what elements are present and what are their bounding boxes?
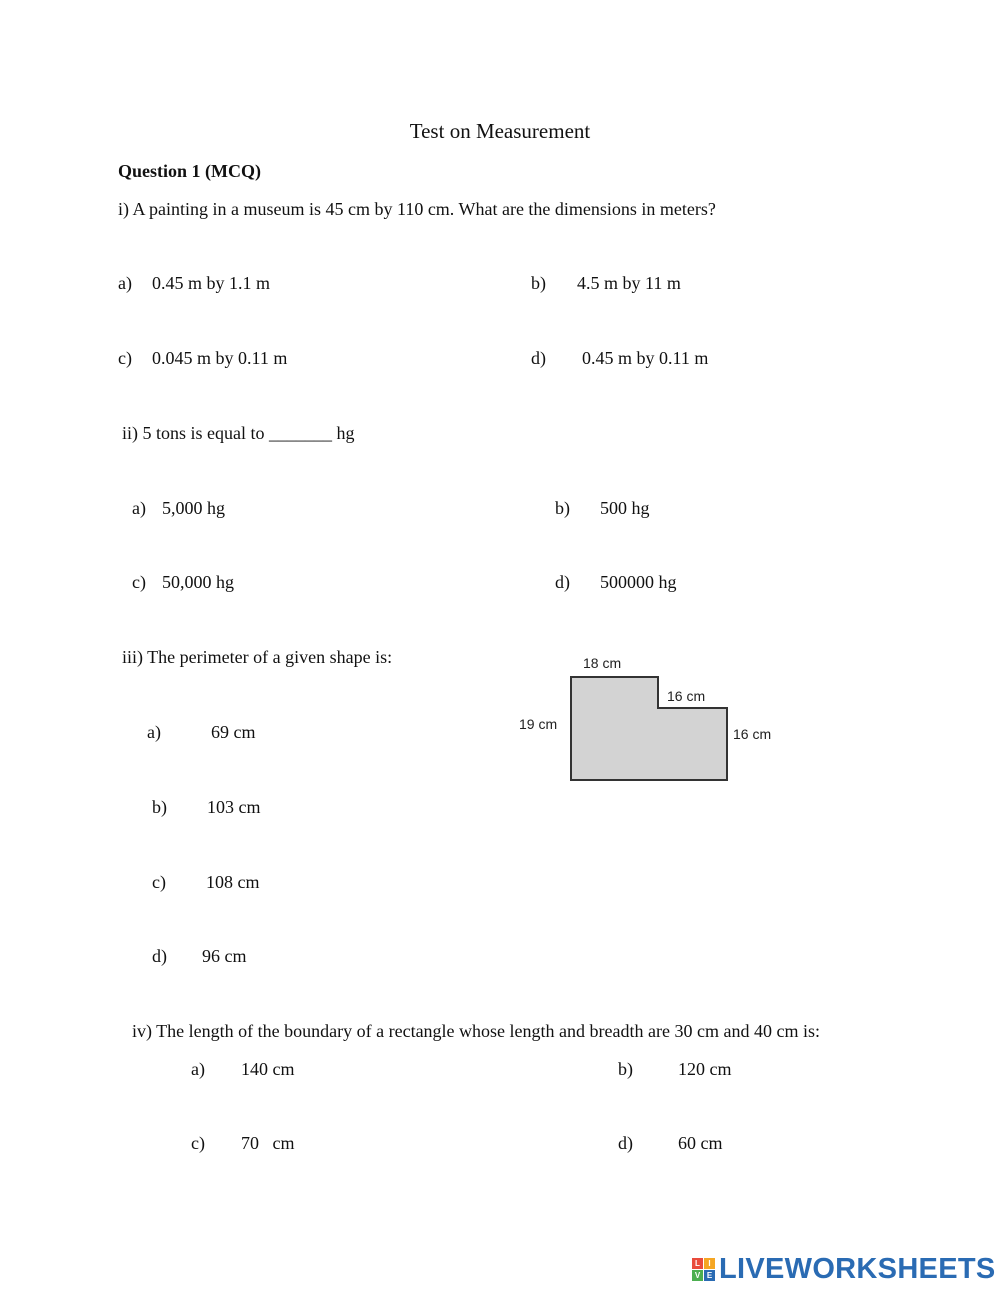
- option-letter: c): [191, 1133, 205, 1153]
- option-text: 5,000 hg: [162, 498, 225, 518]
- option-text: 140 cm: [241, 1059, 295, 1079]
- logo-block: I: [704, 1258, 715, 1269]
- option-text: 108 cm: [206, 872, 260, 892]
- option-letter: a): [132, 498, 146, 518]
- option-text: 500 hg: [600, 498, 650, 518]
- logo-blocks-icon: [692, 1258, 715, 1281]
- label-step-16cm: 16 cm: [667, 688, 706, 704]
- option-letter: a): [118, 273, 132, 293]
- option-letter: b): [618, 1059, 633, 1079]
- option-text: 69 cm: [211, 722, 256, 742]
- l-shape-figure: [510, 640, 800, 790]
- question-4-prompt: iv) The length of the boundary of a rectangle whose length and breadth are 30 cm and 40 cm is:: [132, 1021, 820, 1041]
- option-letter: d): [555, 572, 570, 592]
- question-1-prompt: i) A painting in a museum is 45 cm by 110 cm. What are the dimensions in meters?: [118, 199, 716, 219]
- section-heading: Question 1 (MCQ): [118, 161, 261, 181]
- option-text: 60 cm: [678, 1133, 723, 1153]
- option-text: 0.45 m by 1.1 m: [152, 273, 271, 293]
- option-text: 96 cm: [202, 946, 247, 966]
- logo-block: E: [704, 1270, 715, 1281]
- label-right-16cm: 16 cm: [733, 726, 772, 742]
- option-text: 0.045 m by 0.11 m: [152, 348, 288, 368]
- logo-text: LIVEWORKSHEETS: [719, 1252, 996, 1285]
- option-letter: b): [555, 498, 570, 518]
- option-text: 0.45 m by 0.11 m: [582, 348, 709, 368]
- question-3-prompt: iii) The perimeter of a given shape is:: [122, 647, 393, 667]
- option-text: 4.5 m by 11 m: [577, 273, 681, 293]
- option-text: 103 cm: [207, 797, 261, 817]
- liveworksheets-logo: [692, 1254, 996, 1284]
- label-top-18cm: 18 cm: [583, 655, 622, 671]
- option-letter: b): [531, 273, 546, 293]
- option-text: 70 cm: [241, 1133, 295, 1153]
- option-letter: d): [152, 946, 167, 966]
- option-letter: d): [531, 348, 546, 368]
- page-title: Test on Measurement: [409, 119, 591, 143]
- logo-block: L: [692, 1258, 703, 1269]
- option-letter: c): [152, 872, 166, 892]
- logo-block: V: [692, 1270, 703, 1281]
- option-letter: a): [191, 1059, 205, 1079]
- question-2-prompt: ii) 5 tons is equal to _______ hg: [122, 423, 355, 443]
- option-text: 50,000 hg: [162, 572, 234, 592]
- option-letter: b): [152, 797, 167, 817]
- option-text: 500000 hg: [600, 572, 677, 592]
- label-left-19cm: 19 cm: [519, 716, 558, 732]
- option-letter: a): [147, 722, 161, 742]
- option-letter: c): [118, 348, 132, 368]
- option-text: 120 cm: [678, 1059, 732, 1079]
- option-letter: c): [132, 572, 146, 592]
- option-letter: d): [618, 1133, 633, 1153]
